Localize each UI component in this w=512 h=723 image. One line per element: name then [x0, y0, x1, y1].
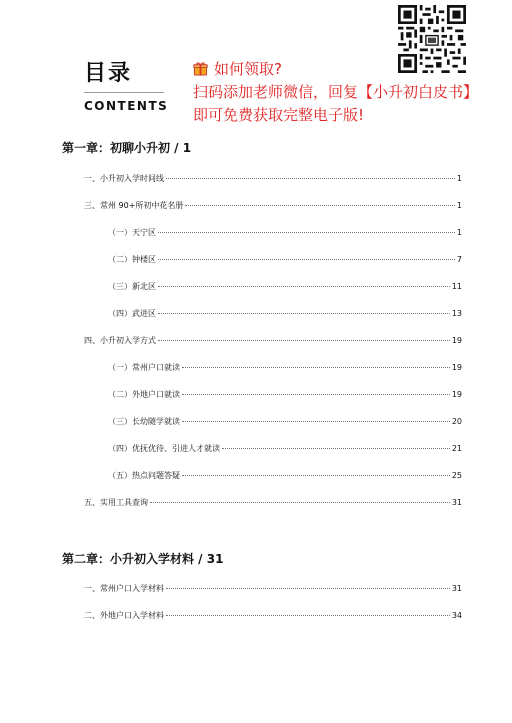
toc-entry[interactable]: [108, 388, 462, 401]
toc-entry-page: 31: [451, 584, 462, 593]
page-subtitle: CONTENTS: [84, 99, 169, 113]
toc-entry-label: （一）天宁区: [108, 228, 156, 237]
dot-leader: [150, 502, 450, 503]
toc-entry[interactable]: [108, 307, 462, 320]
dot-leader: [166, 178, 455, 179]
toc-entry-page: 1: [456, 174, 462, 183]
toc-entry[interactable]: [84, 496, 462, 509]
dot-leader: [182, 394, 450, 395]
toc-entry[interactable]: [108, 442, 462, 455]
toc-entry-label: （四）优抚优待、引进人才就读: [108, 444, 220, 453]
toc-entry-page: 25: [451, 471, 462, 480]
dot-leader: [166, 615, 450, 616]
toc-entry-page: 19: [451, 336, 462, 345]
toc-entry-label: （五）热点问题答疑: [108, 471, 180, 480]
toc-entry-label: （四）武进区: [108, 309, 156, 318]
dot-leader: [158, 286, 450, 287]
toc-entry-page: 7: [456, 255, 462, 264]
gift-icon: [193, 61, 208, 76]
title-divider: [84, 92, 164, 93]
qr-code-icon: [398, 5, 466, 73]
dot-leader: [222, 448, 450, 449]
toc-entry-label: （二）外地户口就读: [108, 390, 180, 399]
toc-entry-page: 1: [456, 228, 462, 237]
toc-entry-page: 20: [451, 417, 462, 426]
toc-entry-label: 二、外地户口入学材料: [84, 611, 164, 620]
page-title: 目录: [84, 61, 133, 86]
toc-entry[interactable]: [108, 469, 462, 482]
toc-entry-page: 34: [451, 611, 462, 620]
toc-entry-page: 31: [451, 498, 462, 507]
toc-entry-label: （三）长幼随学就读: [108, 417, 180, 426]
toc-entry[interactable]: [84, 334, 462, 347]
dot-leader: [158, 313, 450, 314]
toc-entry[interactable]: [84, 582, 462, 595]
toc-entry-page: 13: [451, 309, 462, 318]
toc-entry-page: 1: [456, 201, 462, 210]
promo-question: 如何领取?: [214, 60, 282, 78]
toc-entry-page: 11: [451, 282, 462, 291]
toc-entry[interactable]: [108, 226, 462, 239]
toc-entry-label: （三）新北区: [108, 282, 156, 291]
dot-leader: [158, 340, 450, 341]
toc-entry-label: 一、小升初入学时间线: [84, 174, 164, 183]
toc-entry-label: 四、小升初入学方式: [84, 336, 156, 345]
toc-entry[interactable]: [84, 172, 462, 185]
toc-entry-label: 五、实用工具查询: [84, 498, 148, 507]
toc-entry[interactable]: [84, 199, 462, 212]
promo-line-3: 即可免费获取完整电子版!: [193, 106, 365, 124]
toc-entry-label: 三、常州 90+所初中花名册: [84, 201, 184, 210]
chapter-1-heading[interactable]: 第一章：初聊小升初 / 1: [62, 141, 192, 155]
dot-leader: [182, 475, 450, 476]
toc-entry[interactable]: [108, 253, 462, 266]
table-of-contents: [62, 138, 462, 622]
dot-leader: [166, 588, 450, 589]
toc-entry[interactable]: [108, 415, 462, 428]
dot-leader: [158, 232, 455, 233]
toc-entry[interactable]: [108, 280, 462, 293]
toc-entry[interactable]: [108, 361, 462, 374]
promo-line-2: 扫码添加老师微信，回复【小升初白皮书】: [193, 83, 479, 101]
toc-entry-page: 19: [451, 390, 462, 399]
dot-leader: [182, 421, 450, 422]
toc-entry[interactable]: [84, 609, 462, 622]
dot-leader: [182, 367, 450, 368]
toc-entry-page: 19: [451, 363, 462, 372]
dot-leader: [185, 205, 454, 206]
dot-leader: [158, 259, 455, 260]
toc-header: [84, 56, 168, 113]
toc-entry-label: 一、常州户口入学材料: [84, 584, 164, 593]
chapter-2-heading[interactable]: 第二章：小升初入学材料 / 31: [62, 552, 224, 566]
toc-entry-label: （二）钟楼区: [108, 255, 156, 264]
toc-entry-label: （一）常州户口就读: [108, 363, 180, 372]
toc-entry-page: 21: [451, 444, 462, 453]
